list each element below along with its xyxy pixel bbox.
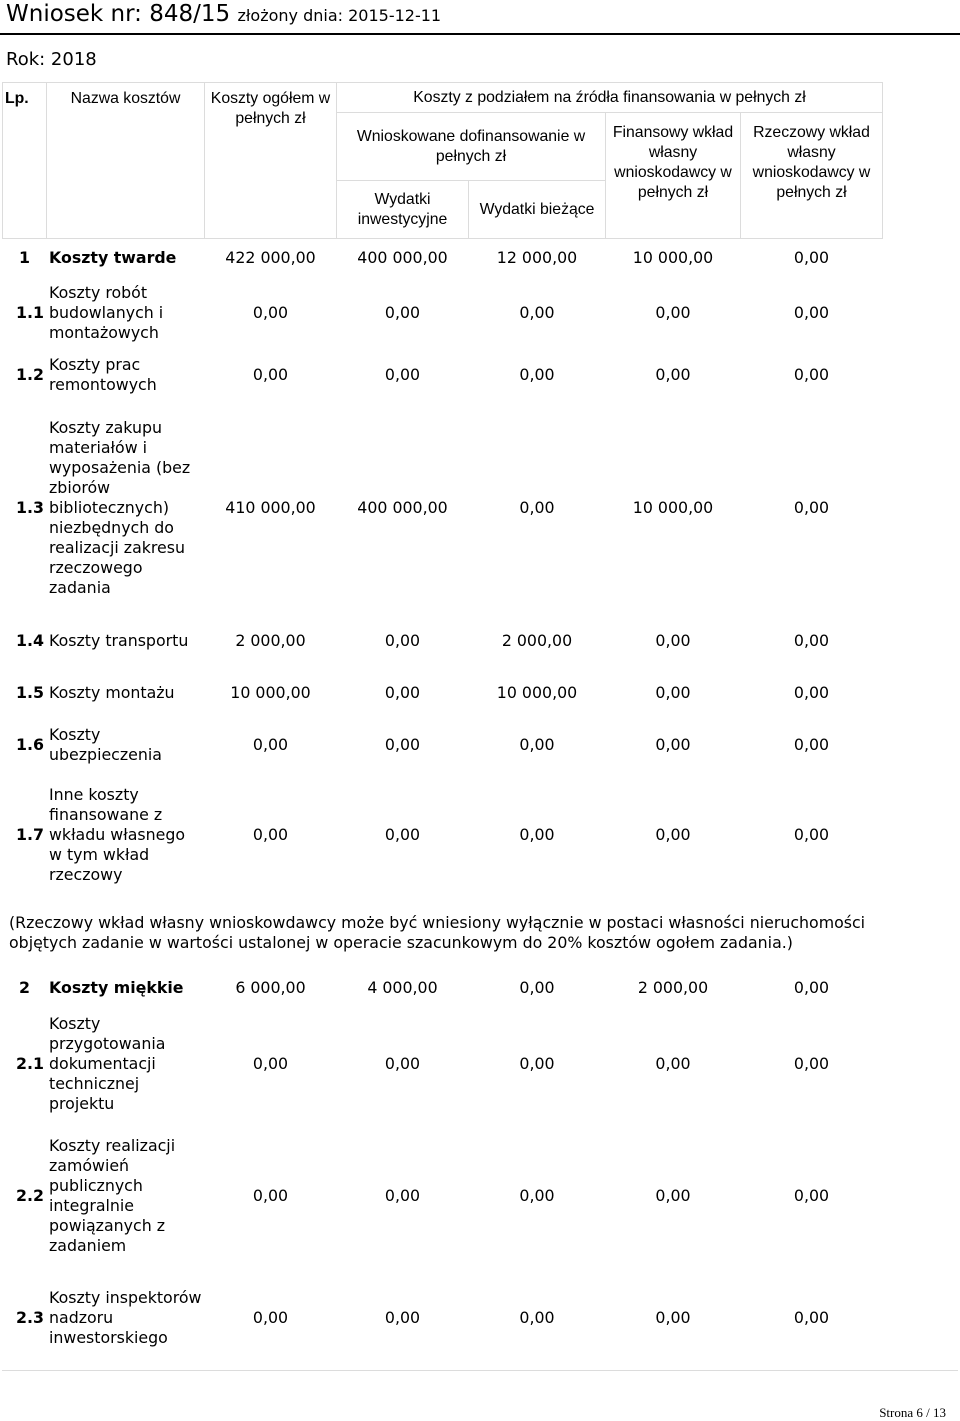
- row-name: Koszty montażu: [49, 682, 175, 702]
- cell-total: 0,00: [252, 734, 289, 754]
- row-name: Koszty transportu: [49, 630, 189, 650]
- submission-date: złożony dnia: 2015-12-11: [237, 6, 442, 25]
- row-lp: 2.2: [16, 1185, 44, 1205]
- cell-current: 2 000,00: [501, 630, 573, 650]
- cell-invest: 0,00: [384, 824, 421, 844]
- row-lp: 1.2: [16, 364, 44, 384]
- cell-current: 0,00: [519, 1185, 555, 1205]
- cell-financial: 0,00: [655, 824, 691, 844]
- cell-total: 422 000,00: [225, 247, 316, 267]
- table-row: [3, 771, 883, 899]
- row-lp: 1.5: [16, 682, 44, 702]
- row-name: Koszty ubezpieczenia: [49, 724, 162, 764]
- cell-total: 0,00: [252, 1307, 289, 1327]
- cell-current: 0,00: [519, 1307, 555, 1327]
- row-lp: 1.7: [16, 824, 44, 844]
- cell-invest: 0,00: [384, 302, 421, 322]
- cell-total: 0,00: [252, 302, 289, 322]
- cell-current: 0,00: [519, 824, 555, 844]
- cell-inkind: 0,00: [793, 734, 830, 754]
- cell-current: 10 000,00: [496, 682, 578, 702]
- cell-current: 12 000,00: [496, 247, 578, 267]
- row-lp: 1.3: [16, 497, 44, 517]
- row-lp: 2.3: [16, 1307, 44, 1327]
- cell-financial: 0,00: [655, 1307, 691, 1327]
- year-label: Rok: 2018: [6, 49, 97, 70]
- cell-invest: 400 000,00: [357, 497, 448, 517]
- row-lp: 2: [19, 977, 30, 997]
- cell-inkind: 0,00: [793, 1053, 830, 1073]
- cell-current: 0,00: [519, 977, 555, 997]
- cell-inkind: 0,00: [793, 682, 830, 702]
- table-row: [3, 968, 883, 1008]
- cell-inkind: 0,00: [793, 1307, 830, 1327]
- row-name: Inne koszty finansowane z wkładu własnego w tym wkład rzeczowy: [49, 784, 186, 884]
- row-name: Koszty zakupu materiałów i wyposażenia (bez zbiorów bibliotecznych) niezbędnych do realizacji zakresu rzeczowego zadania: [49, 417, 191, 597]
- cell-total: 0,00: [252, 1053, 289, 1073]
- cell-total: 2 000,00: [235, 630, 306, 650]
- cell-inkind: 0,00: [793, 1185, 830, 1205]
- application-number: Wniosek nr: 848/15: [6, 1, 231, 27]
- col-header-name: Nazwa kosztów: [47, 83, 205, 239]
- cell-financial: 0,00: [655, 682, 691, 702]
- cell-total: 410 000,00: [225, 497, 316, 517]
- row-name: Koszty realizacji zamówień publicznych integralnie powiązanych z zadaniem: [49, 1135, 176, 1255]
- col-header-invest: Wydatki inwestycyjne: [337, 181, 469, 239]
- row-name: Koszty prac remontowych: [49, 354, 157, 394]
- row-name: Koszty inspektorów nadzoru inwestorskiego: [49, 1287, 202, 1347]
- cell-total: 10 000,00: [230, 682, 311, 702]
- table-row: [3, 349, 883, 401]
- cost-table: [2, 82, 883, 1364]
- cell-current: 0,00: [519, 364, 555, 384]
- cell-total: 6 000,00: [235, 977, 306, 997]
- cell-financial: 0,00: [655, 1185, 691, 1205]
- cell-current: 0,00: [519, 734, 555, 754]
- footer-divider: [2, 1370, 958, 1371]
- col-header-financial: Finansowy wkład własny wnioskodawcy w pełnych zł: [606, 113, 741, 239]
- cell-inkind: 0,00: [793, 977, 830, 997]
- cell-financial: 0,00: [655, 734, 691, 754]
- col-header-total: Koszty ogółem w pełnych zł: [205, 83, 337, 239]
- row-lp: 2.1: [16, 1053, 44, 1073]
- table-row: [3, 1008, 883, 1120]
- inkind-note: (Rzeczowy wkład własny wnioskowdawcy może być wniesiony wyłącznie w postaci własności nieruchomości objętych zadanie w wartości ustalonej w operacie szacunkowym do 20% kosztów ogołem zadania.): [9, 913, 866, 952]
- cell-financial: 0,00: [655, 1053, 691, 1073]
- table-row: [3, 239, 883, 277]
- cell-financial: 0,00: [655, 630, 691, 650]
- table-row: [3, 719, 883, 771]
- cell-financial: 2 000,00: [637, 977, 709, 997]
- cell-invest: 0,00: [384, 1053, 421, 1073]
- cell-invest: 0,00: [384, 1307, 421, 1327]
- col-header-current: Wydatki bieżące: [469, 181, 606, 239]
- cell-inkind: 0,00: [793, 497, 830, 517]
- cell-invest: 0,00: [384, 1185, 421, 1205]
- row-name: Koszty przygotowania dokumentacji technicznej projektu: [49, 1013, 166, 1113]
- title-divider: [0, 33, 960, 35]
- cell-inkind: 0,00: [793, 247, 830, 267]
- cell-total: 0,00: [252, 364, 289, 384]
- row-lp: 1: [19, 247, 30, 267]
- col-header-requested: Wnioskowane dofinansowanie w pełnych zł: [337, 113, 606, 181]
- col-header-lp: Lp.: [3, 83, 47, 239]
- cell-invest: 4 000,00: [367, 977, 438, 997]
- document-title: [6, 0, 441, 31]
- table-row: [3, 1120, 883, 1272]
- page-number: Strona 6 / 13: [879, 1405, 946, 1420]
- table-row: [3, 667, 883, 719]
- table-row: [3, 277, 883, 349]
- col-header-inkind: Rzeczowy wkład własny wnioskodawcy w pełnych zł: [741, 113, 883, 239]
- table-row: [3, 401, 883, 615]
- cell-total: 0,00: [252, 824, 289, 844]
- cell-invest: 400 000,00: [357, 247, 448, 267]
- cell-inkind: 0,00: [793, 302, 830, 322]
- cell-total: 0,00: [252, 1185, 289, 1205]
- row-name: Koszty twarde: [49, 247, 177, 267]
- row-name: Koszty robót budowlanych i montażowych: [49, 282, 164, 342]
- cell-inkind: 0,00: [793, 630, 830, 650]
- cell-current: 0,00: [519, 302, 555, 322]
- cell-inkind: 0,00: [793, 364, 830, 384]
- cell-inkind: 0,00: [793, 824, 830, 844]
- row-lp: 1.4: [16, 630, 44, 650]
- col-header-split: Koszty z podziałem na źródła finansowania w pełnych zł: [337, 83, 883, 113]
- table-row: [3, 1272, 883, 1364]
- cell-financial: 0,00: [655, 302, 691, 322]
- row-name: Koszty miękkie: [49, 977, 184, 997]
- table-row: [3, 899, 883, 968]
- cell-invest: 0,00: [384, 630, 421, 650]
- cell-current: 0,00: [519, 497, 555, 517]
- cell-financial: 10 000,00: [632, 497, 714, 517]
- cell-invest: 0,00: [384, 364, 421, 384]
- cell-financial: 0,00: [655, 364, 691, 384]
- cell-current: 0,00: [519, 1053, 555, 1073]
- cell-financial: 10 000,00: [632, 247, 714, 267]
- cell-invest: 0,00: [384, 682, 421, 702]
- row-lp: 1.6: [16, 734, 44, 754]
- table-row: [3, 615, 883, 667]
- row-lp: 1.1: [16, 302, 44, 322]
- cell-invest: 0,00: [384, 734, 421, 754]
